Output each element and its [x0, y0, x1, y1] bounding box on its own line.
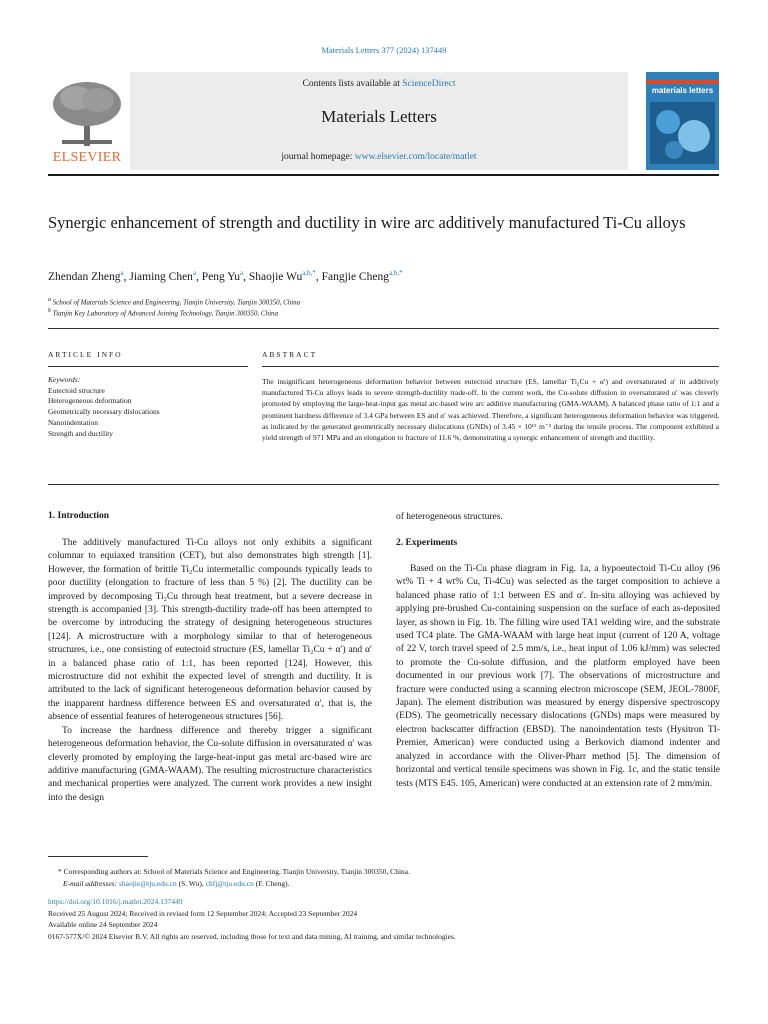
affiliation-b-text: Tianjin Key Laboratory of Advanced Joining Technology, Tianjin 300350, China — [52, 309, 279, 318]
affiliation-b-mark: b — [48, 308, 51, 314]
introduction-heading: 1. Introduction — [48, 511, 110, 521]
affiliation-a — [48, 297, 300, 306]
footnotes — [48, 866, 456, 942]
email-who-cheng: (F. Cheng). — [253, 878, 290, 888]
email-link-wu[interactable]: shaojie@tju.edu.cn — [118, 878, 177, 888]
experiments-body — [396, 563, 720, 791]
keyword-item: Heterogeneous deformation — [48, 396, 132, 406]
author-separator: , — [243, 270, 249, 283]
experiments-heading: 2. Experiments — [396, 538, 458, 548]
cover-title: materials letters — [651, 86, 714, 95]
author-separator: , — [196, 270, 202, 283]
journal-homepage-link[interactable]: www.elsevier.com/locate/matlet — [354, 152, 477, 162]
contents-line — [130, 79, 628, 89]
email-link-cheng[interactable]: chfj@tju.edu.cn — [205, 878, 254, 888]
email-footnote — [48, 878, 456, 890]
corresponding-text: Corresponding authors at: School of Materials Science and Engineering, Tianjin University, Tianjin 300350, China. — [63, 867, 410, 876]
homepage-line — [130, 152, 628, 162]
keyword-item: Nanoindentation — [48, 417, 98, 427]
cover-artwork — [650, 102, 715, 164]
keyword-item: Strength and ductility — [48, 428, 113, 438]
cover-strip — [646, 80, 719, 84]
journal-title: Materials Letters — [321, 107, 437, 126]
article-title: Synergic enhancement of strength and ductility in wire arc additively manufactured Ti-Cu alloys — [48, 213, 686, 232]
author-affiliation-mark[interactable]: a,b,* — [302, 269, 316, 277]
email-who-wu: (S. Wu), — [176, 878, 206, 888]
introduction-paragraph-1: The additively manufactured Ti-Cu alloys not only exhibits a significant columnar to equiaxed transition (CET), but also demonstrates high strength [1]. However, the formation of brittle Ti₂Cu intermetallic compounds typically leads to poor ductility (elongation to fracture of less than 5 %) [2]. The ductility can be improved by decomposing Ti₂Cu through heat treatment, but a severe decrease in strength is accompanied [3]. This strength-ductility trade-off has been attempted to be overcome by introducing the strategy of designing heterogeneous structures [124]. A microstructure with a morphology similar to that of heterogeneous structures, i.e., one consisting of eutectoid structure (ES, lamellar Ti₂Cu + α′) and α′ in a balanced phase ratio of 1:1, has been reported [124]. However, this microstructure did not exhibit the expected level of strength and ductility. It is attributed to the lack of significant heterogeneous deformation behavior caused by the inapparent hardness difference between ES and oversaturated α′, that is, the absence of essential features of heterogeneous structures [56]. — [48, 538, 372, 723]
sciencedirect-link[interactable]: ScienceDirect — [402, 79, 456, 89]
contents-prefix: Contents lists available at — [302, 79, 403, 89]
experiments-paragraph-1: Based on the Ti-Cu phase diagram in Fig. 1a, a hypoeutectoid Ti-Cu alloy (96 wt% Ti + 4 wt% Cu, Ti-4Cu) was selected as the target composition to achieve a balanced phase ratio of 1:1 between ES and α′. In-situ alloying was achieved by applying pre-brushed Cu-containing suspension on the surface of each as-deposited layer, as shown in Fig. 1b. The filling wire used TA1 welding wire, and the substrate used TC4 plate. The GMA-WAAM with large heat input (current of 120 A, voltage of 22 V, torch travel speed of 2.5 mm/s, i.e., heat input of 1.06 kJ/mm) was selected to promote the Cu-solute diffusion, and the platform employed have been documented in our previous work [7]. The observations of microstructure and fracture were conducted using a scanning electron microscope (SEM, JEOL-7800F, Japan). The element distribution was measured by energy dispersive spectroscopy (EDS). The geometrically necessary dislocations (GNDs) maps were measured by electron backscatter diffraction (EBSD). The nanoindentation tests (Hysitron TI-Premier, American) were conducted using a Berkovich diamond indenter and analyzed in accordance with the Oliver-Pharr method [5]. The dimension of horizontal and vertical tensile specimens was shown in Fig. 1c, and the static tensile tests (MTS E45. 105, American) were conducted at an extension rate of 2 mm/min. — [396, 564, 720, 789]
received-dates: Received 25 August 2024; Received in revised form 12 September 2024; Accepted 23 September 2024 — [48, 908, 358, 918]
keyword-item: Eutectoid structure — [48, 385, 105, 395]
corresponding-mark: * — [58, 867, 62, 876]
author-separator: , — [123, 270, 130, 283]
abstract-rule — [262, 366, 719, 367]
introduction-body — [48, 537, 372, 805]
keyword-item: Geometrically necessary dislocations — [48, 407, 160, 417]
author-list — [48, 269, 403, 283]
journal-cover-image — [646, 72, 719, 170]
author-name[interactable]: Zhendan Zheng — [48, 270, 121, 283]
publisher-name: ELSEVIER — [52, 150, 122, 165]
journal-citation[interactable]: Materials Letters 377 (2024) 137449 — [321, 45, 447, 55]
affiliation-a-text: School of Materials Science and Engineering, Tianjin University, Tianjin 300350, China — [52, 298, 301, 307]
doi-link[interactable]: https://doi.org/10.1016/j.matlet.2024.137449 — [48, 897, 183, 906]
keywords-block — [48, 375, 160, 439]
article-info-label: ARTICLE INFO — [48, 350, 123, 359]
header-rule — [48, 174, 719, 176]
footnote-rule — [48, 856, 148, 857]
author-name[interactable]: Peng Yu — [201, 270, 241, 283]
corresponding-footnote — [48, 866, 456, 878]
author-affiliation-mark[interactable]: a,b,* — [388, 269, 403, 277]
author-separator: , — [315, 270, 322, 283]
homepage-prefix: journal homepage: — [281, 152, 355, 162]
introduction-continuation: of heterogeneous structures. — [396, 512, 503, 522]
author-name[interactable]: Fangjie Cheng — [321, 270, 389, 283]
author-name[interactable]: Jiaming Chen — [129, 270, 193, 283]
abstract-bottom-rule — [48, 484, 719, 485]
copyright-line: 0167-577X/© 2024 Elsevier B.V. All rights are reserved, including those for text and data mining, AI training, and similar technologies. — [48, 931, 456, 941]
available-online: Available online 24 September 2024 — [48, 920, 158, 929]
keywords-label: Keywords: — [48, 375, 81, 384]
email-label: E-mail addresses: — [63, 878, 118, 888]
article-info-rule — [48, 366, 248, 367]
affiliation-b — [48, 308, 278, 317]
affiliation-a-mark: a — [48, 297, 51, 303]
abstract-text: The insignificant heterogeneous deformation behavior between eutectoid structure (ES, lamellar Ti₂Cu + α′) and oversaturated α′ in additively manufactured Ti-Cu alloys leads to severe strength-ductility trade-off. In the current work, the Cu-solute diffusion in oversaturated α′ was cleverly promoted by employing the large-heat-input gas metal arc-based wire arc additive manufacturing (GMA-WAAM). A balanced phase ratio of 1:1 and a prominent hardness difference of 3.4 GPa between ES and α′ was achieved. Therefore, a significant heterogeneous deformation behavior was triggered, as indicated by the generated geometrically necessary dislocations (GNDs) of 3.45 × 10¹⁵ m⁻² during the tensile process. The component exhibited a yield strength of 971 MPa and an elongation to fracture of 11.6 %, demonstrating a synergic enhancement of strength and ductility. — [262, 377, 719, 443]
author-name[interactable]: Shaojie Wu — [248, 270, 303, 283]
author-affiliation-mark[interactable]: a — [240, 269, 244, 277]
author-affiliation-mark[interactable]: a — [120, 269, 124, 277]
section-rule — [48, 328, 719, 329]
abstract-label: ABSTRACT — [262, 350, 318, 359]
introduction-paragraph-2: To increase the hardness difference and thereby trigger a significant heterogeneous deformation behavior, the Cu-solute diffusion in oversaturated α′ was cleverly promoted by employing the large-heat-input gas metal arc-based wire arc additive manufacturing (GMA-WAAM). The resulting microstructure characteristics and mechanical properties were analyzed. The current work provides a new insight into the design — [48, 725, 372, 803]
author-affiliation-mark[interactable]: a — [192, 269, 197, 277]
